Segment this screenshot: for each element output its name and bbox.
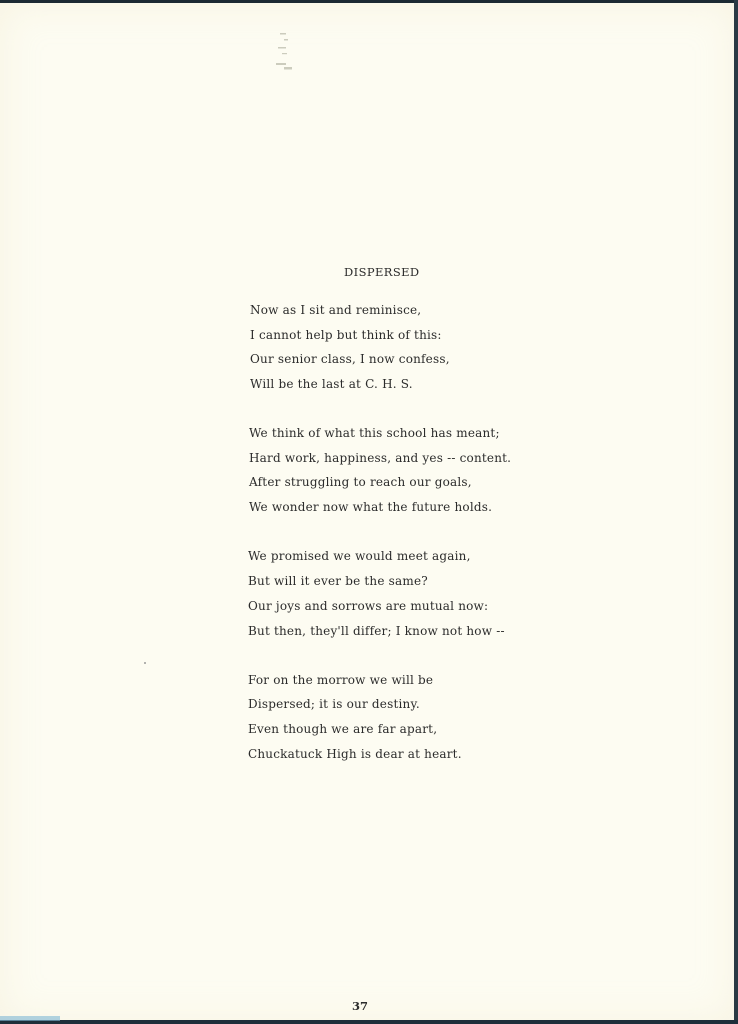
poem-line: Hard work, happiness, and yes -- content. (249, 451, 512, 465)
scan-edge-tint (0, 1016, 60, 1021)
poem-line: Dispersed; it is our destiny. (248, 697, 420, 711)
ink-smudge-mark (272, 31, 296, 75)
page-number: 37 (352, 999, 369, 1013)
poem-line: Now as I sit and reminisce, (250, 303, 422, 317)
poem-line: We promised we would meet again, (248, 549, 471, 563)
poem-line: But then, they'll differ; I know not how -- (248, 624, 505, 638)
poem-line: Chuckatuck High is dear at heart. (248, 747, 462, 761)
poem-line: But will it ever be the same? (248, 574, 428, 588)
poem-line: We think of what this school has meant; (249, 426, 500, 440)
poem-line: Our senior class, I now confess, (250, 352, 450, 366)
poem-title: DISPERSED (344, 265, 420, 279)
poem-line: Even though we are far apart, (248, 722, 438, 736)
paper-speck (144, 662, 146, 664)
poem-line: Our joys and sorrows are mutual now: (248, 599, 489, 613)
poem-line: After struggling to reach our goals, (249, 475, 472, 489)
poem-line: Will be the last at C. H. S. (250, 377, 413, 391)
scan-edge-bottom (0, 1020, 738, 1024)
poem-line: We wonder now what the future holds. (249, 500, 493, 514)
document-page (0, 3, 736, 1022)
poem-line: I cannot help but think of this: (250, 328, 442, 342)
scan-edge-right (734, 0, 738, 1024)
poem-line: For on the morrow we will be (248, 673, 434, 687)
